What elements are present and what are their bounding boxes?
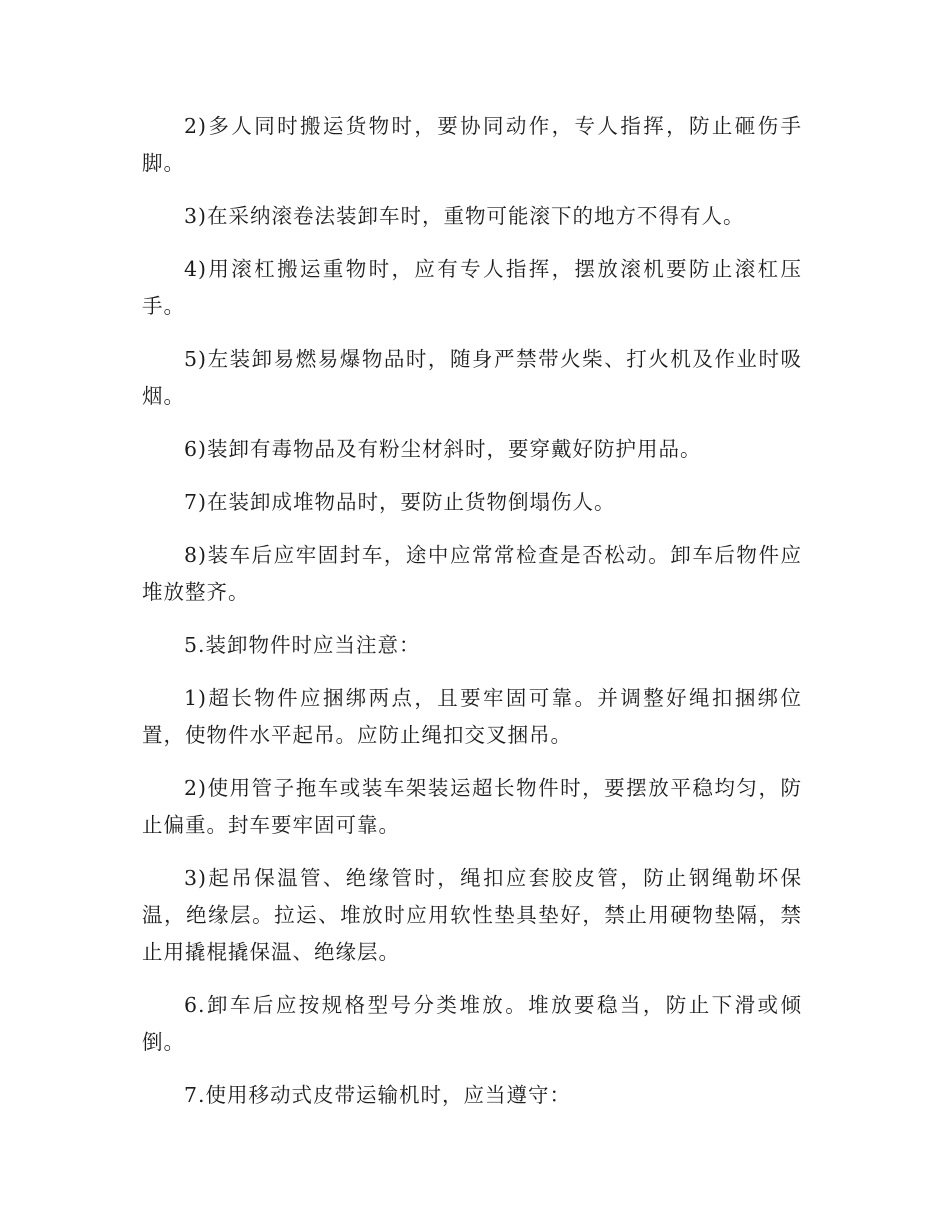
- paragraph-item-6: 6)装卸有毒物品及有粉尘材斜时，要穿戴好防护用品。: [184, 437, 702, 461]
- document-body: [142, 108, 802, 1130]
- paragraph-item-7: 7)在装卸成堆物品时，要防止货物倒塌伤人。: [184, 490, 616, 514]
- paragraph-item-3: 3)在采纳滚卷法装卸车时，重物可能滚下的地方不得有人。: [184, 204, 745, 228]
- paragraph-subitem-2: 2)使用管子拖车或装车架装运超长物件时，要摆放平稳均匀，防止偏重。封车要牢固可靠。: [142, 776, 802, 837]
- paragraph-item-8: 8)装车后应牢固封车，途中应常常检查是否松动。卸车后物件应堆放整齐。: [142, 543, 802, 604]
- section-heading-7: 7.使用移动式皮带运输机时，应当遵守：: [184, 1083, 572, 1107]
- paragraph-item-5: 5)左装卸易燃易爆物品时，随身严禁带火柴、打火机及作业时吸烟。: [142, 347, 802, 408]
- paragraph-subitem-1: 1)超长物件应捆绑两点，且要牢固可靠。并调整好绳扣捆绑位置，使物件水平起吊。应防止绳扣交叉捆吊。: [142, 686, 802, 747]
- section-heading-5: 5.装卸物件时应当注意：: [184, 633, 421, 657]
- paragraph-item-2: 2)多人同时搬运货物时，要协同动作，专人指挥，防止砸伤手脚。: [142, 114, 802, 175]
- paragraph-subitem-3: 3)起吊保温管、绝缘管时，绳扣应套胶皮管，防止钢绳勒坏保温，绝缘层。拉运、堆放时应用软性垫具垫好，禁止用硬物垫隔，禁止用撬棍撬保温、绝缘层。: [142, 866, 802, 964]
- paragraph-item-4: 4)用滚杠搬运重物时，应有专人指挥，摆放滚机要防止滚杠压手。: [142, 257, 802, 318]
- section-paragraph-6: 6.卸车后应按规格型号分类堆放。堆放要稳当，防止下滑或倾倒。: [142, 993, 802, 1054]
